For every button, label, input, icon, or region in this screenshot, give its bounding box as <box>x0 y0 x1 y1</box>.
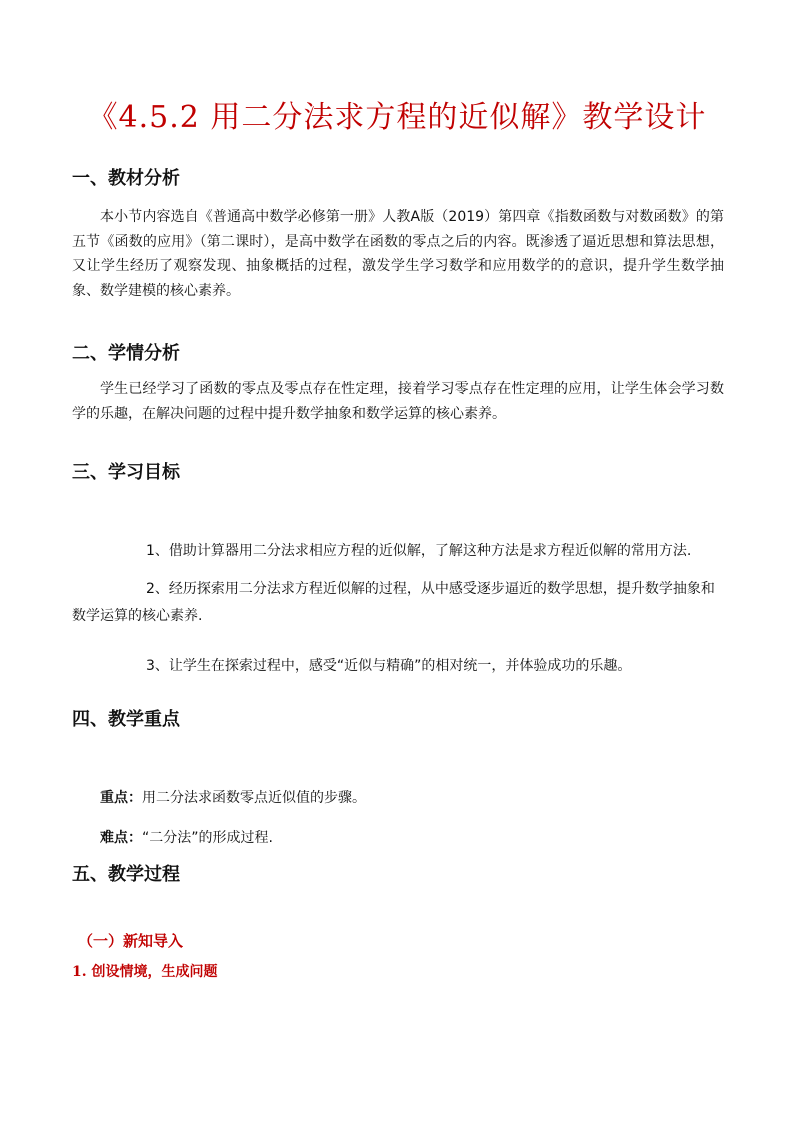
student-analysis-text: 学生已经学习了函数的零点及零点存在性定理，接着学习零点存在性定理的应用，让学生体会学习数学的乐趣，在解决问题的过程中提升数学抽象和数学运算的核心素养。 <box>72 381 724 422</box>
learning-goal-3: 3、让学生在探索过程中，感受“近似与精确”的相对统一，并体验成功的乐趣。 <box>146 658 632 674</box>
key-point-line <box>100 787 366 807</box>
difficulty-label: 难点： <box>100 830 142 846</box>
student-analysis-paragraph <box>72 377 724 426</box>
subheading-create-situation: 1. 创设情境，生成问题 <box>72 964 218 980</box>
key-point-label: 重点： <box>100 790 142 806</box>
heading-student-analysis: 二、学情分析 <box>72 343 180 364</box>
learning-goal-1: 1、借助计算器用二分法求相应方程的近似解，了解这种方法是求方程近似解的常用方法. <box>146 543 692 559</box>
heading-textbook-analysis: 一、教材分析 <box>72 168 180 189</box>
textbook-analysis-text: 本小节内容选自《普通高中数学必修第一册》人教A版（2019）第四章《指数函数与对数函数》的第五节《函数的应用》（第二课时），是高中数学在函数的零点之后的内容。既渗透了逼近思想和算法思想，又让学生经历了观察发现、抽象概括的过程，激发学生学习数学和应用数学的的意识，提升学生数学抽象、数学建模的核心素养。 <box>72 209 724 299</box>
difficulty-line <box>100 827 273 847</box>
key-point-text: 用二分法求函数零点近似值的步骤。 <box>142 790 366 806</box>
document-title: 《4.5.2 用二分法求方程的近似解》教学设计 <box>87 100 707 135</box>
heading-learning-goals: 三、学习目标 <box>72 462 180 483</box>
difficulty-text: “二分法”的形成过程. <box>142 830 273 846</box>
heading-teaching-process: 五、教学过程 <box>72 864 180 885</box>
heading-teaching-focus: 四、教学重点 <box>72 709 180 730</box>
learning-goal-2: 2、经历探索用二分法求方程近似解的过程，从中感受逐步逼近的数学思想，提升数学抽象和数学运算的核心素养. <box>72 581 715 624</box>
subheading-new-knowledge-intro: （一）新知导入 <box>78 932 184 950</box>
textbook-analysis-paragraph <box>72 205 724 303</box>
